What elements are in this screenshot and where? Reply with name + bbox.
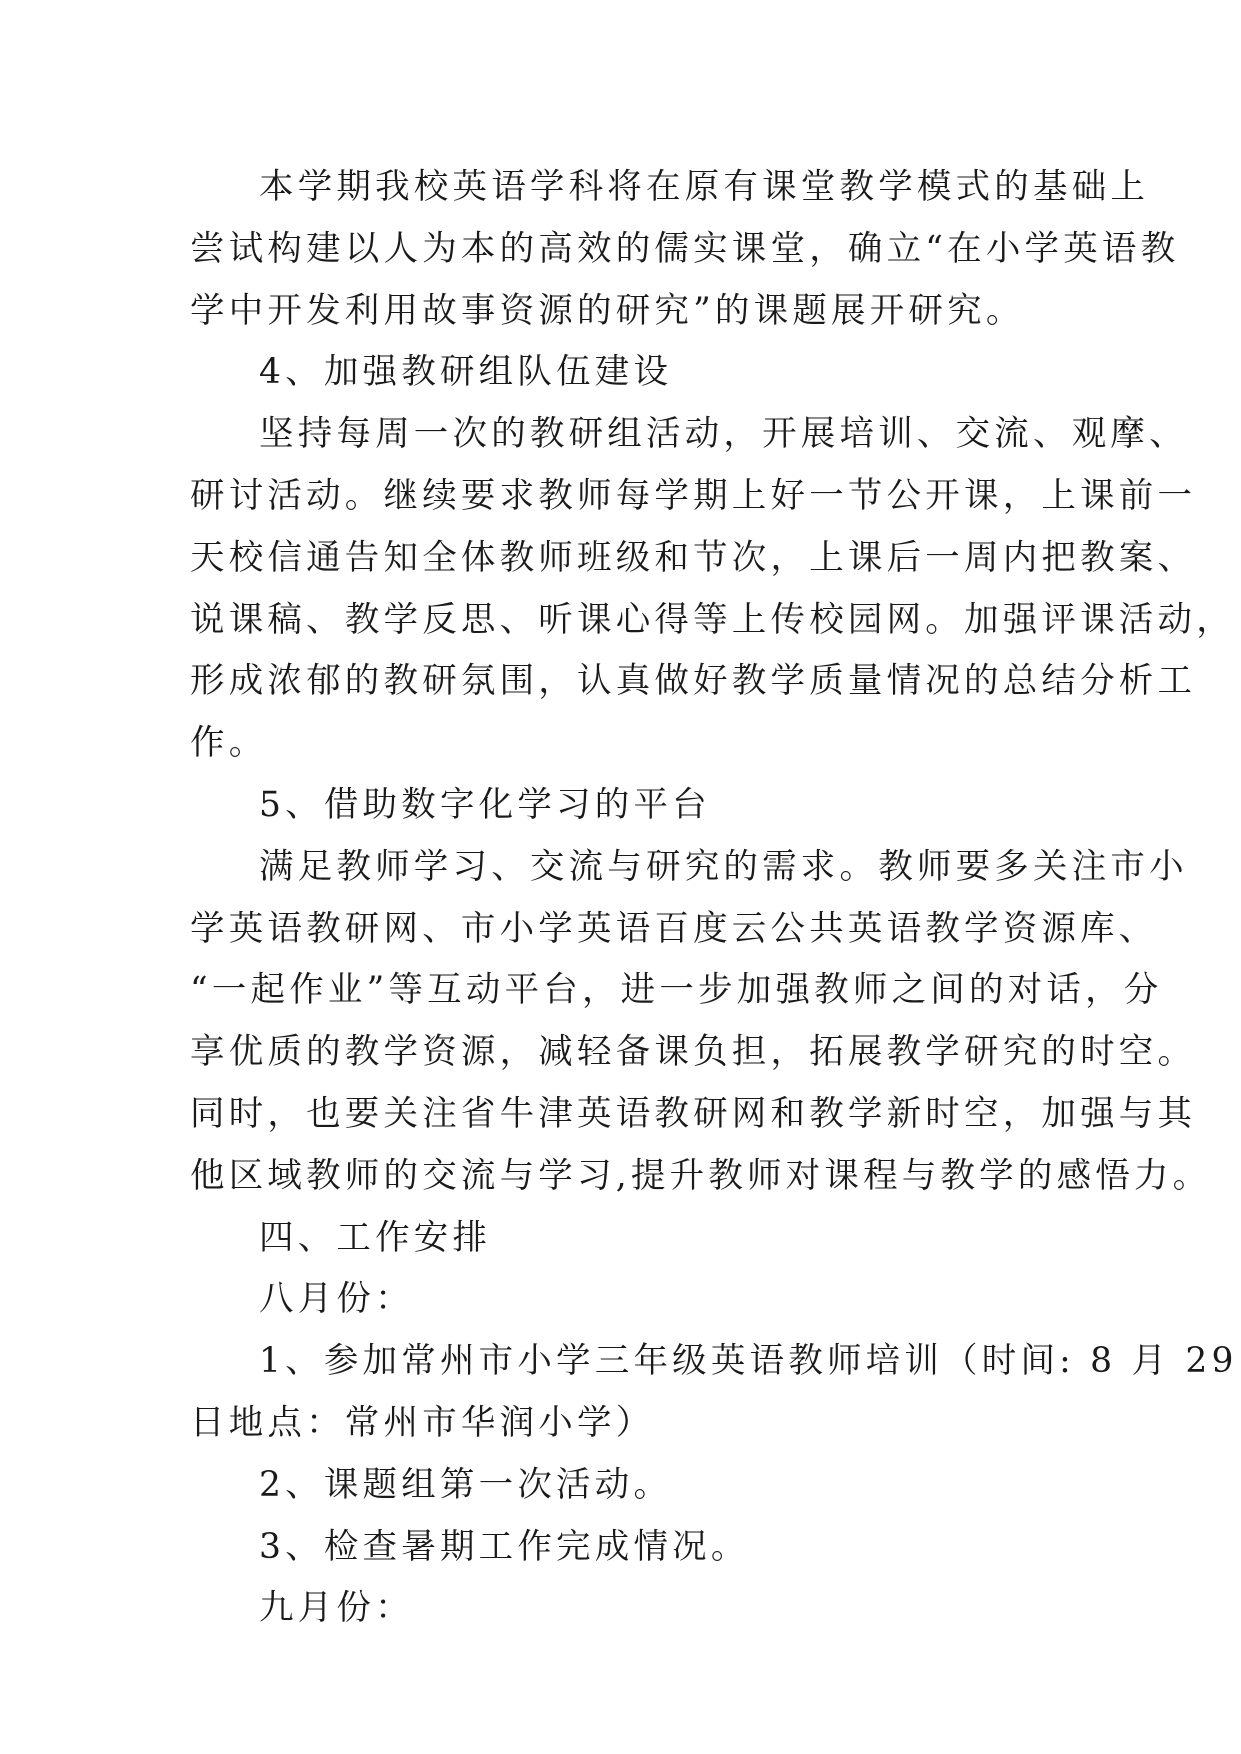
list-item-training <box>190 1331 1238 1455</box>
text-line: 四、工作安排 <box>259 1217 492 1258</box>
text-line: 天校信通告知全体教师班级和节次，上课后一周内把教案、 <box>190 537 1197 578</box>
text-line: 日地点：常州市华润小学） <box>190 1402 655 1443</box>
text-line: 同时，也要关注省牛津英语教研网和教学新时空，加强与其 <box>190 1093 1197 1134</box>
text-line: 本学期我校英语学科将在原有课堂教学模式的基础上 <box>259 167 1150 207</box>
text-line: 满足教师学习、交流与研究的需求。教师要多关注市小 <box>259 846 1188 887</box>
text-line: 学中开发利用故事资源的研究”的课题展开研究。 <box>190 290 1025 331</box>
text-line: 1、参加常州市小学三年级英语教师培训（时间: 8 月 29 <box>259 1341 1238 1382</box>
document-page <box>190 157 1238 1640</box>
text-line: 4、加强教研组队伍建设 <box>259 352 673 393</box>
text-line: 坚持每周一次的教研组活动，开展培训、交流、观摩、 <box>259 414 1188 455</box>
paragraph-team-activities <box>190 404 1235 775</box>
text-line: 研讨活动。继续要求教师每学期上好一节公开课，上课前一 <box>190 475 1197 516</box>
text-line: 5、借助数字化学习的平台 <box>259 784 711 825</box>
heading-team-building <box>190 342 1050 404</box>
text-line: 学英语教研网、市小学英语百度云公共英语教学资源库、 <box>190 908 1158 949</box>
text-line: 作。 <box>190 723 268 764</box>
text-line: 八月份： <box>259 1279 414 1320</box>
text-line: 形成浓郁的教研氛围，认真做好教学质量情况的总结分析工 <box>190 661 1197 702</box>
text-line: 九月份： <box>259 1588 414 1629</box>
paragraph-digital-platform <box>190 837 1212 1208</box>
list-item-summer-check <box>190 1517 1050 1579</box>
text-line: 说课稿、教学反思、听课心得等上传校园网。加强评课活动， <box>190 599 1235 640</box>
text-line: 享优质的教学资源，减轻备课负担，拓展教学研究的时空。 <box>190 1032 1197 1073</box>
heading-digital-platform <box>190 775 1050 837</box>
text-line: 尝试构建以人为本的高效的儒实课堂，确立“在小学英语教 <box>190 228 1180 269</box>
heading-august <box>190 1269 1050 1331</box>
text-line: 2、课题组第一次活动。 <box>259 1464 673 1505</box>
text-line: 他区域教师的交流与学习,提升教师对课程与教学的感悟力。 <box>190 1155 1212 1196</box>
paragraph-research-intro <box>190 157 1180 342</box>
text-line: 3、检查暑期工作完成情况。 <box>259 1526 750 1567</box>
heading-september <box>190 1578 1050 1640</box>
heading-work-schedule <box>190 1208 1050 1270</box>
text-line: “一起作业”等互动平台，进一步加强教师之间的对话，分 <box>190 970 1163 1011</box>
list-item-research-group <box>190 1455 1050 1517</box>
